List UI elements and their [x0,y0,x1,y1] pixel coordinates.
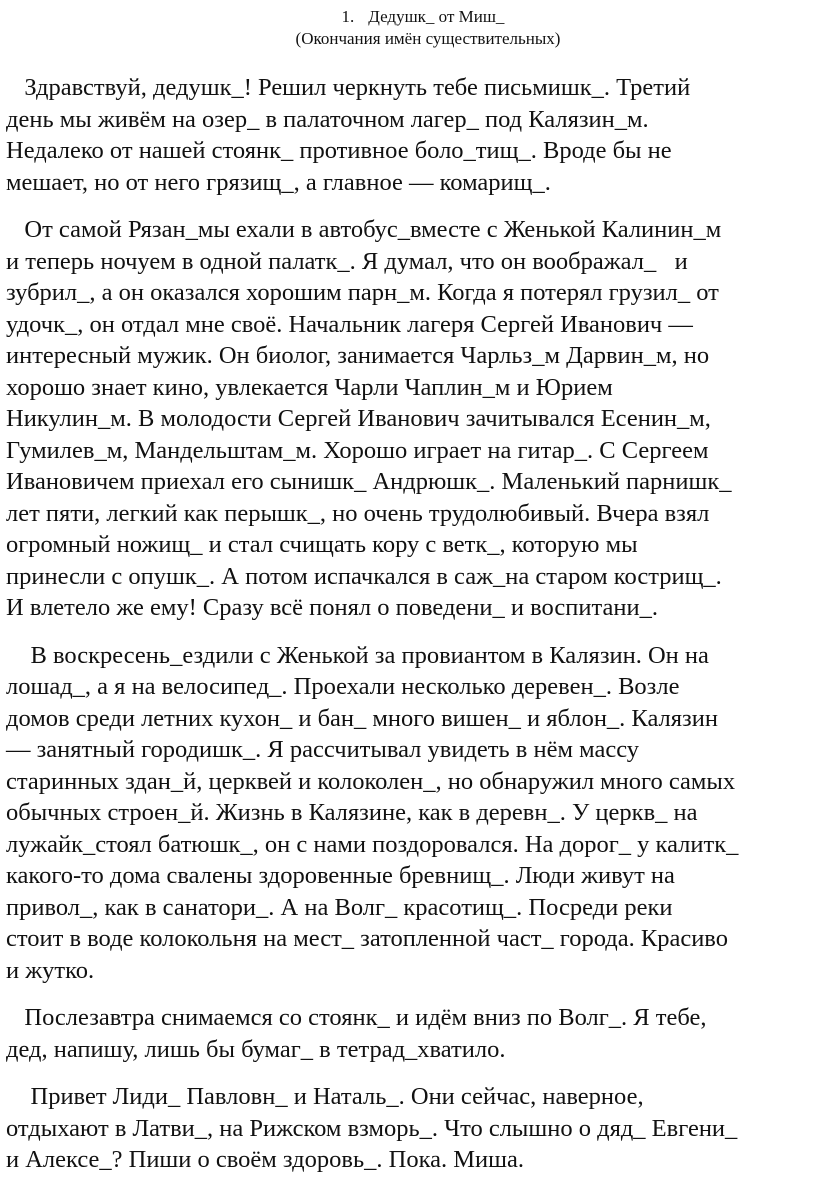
paragraph-line: и теперь ночуем в одной палатк_. Я думал, что он воображал_ и [6,247,688,275]
paragraph-line: Ивановичем приехал его сынишк_ Андрюшк_. Маленький парнишк_ [6,468,732,495]
paragraph-line: отдыхают в Латви_, на Рижском взморь_. Что слышно о дяд_ Евгени_ [6,1114,738,1142]
letter-paragraph [6,640,812,987]
paragraph-line: — занятный городишк_. Я рассчитывал увидеть в нём массу [6,736,640,763]
letter-body [6,72,812,1192]
paragraph-line: лет пяти, легкий как перышк_, но очень трудолюбивый. Вчера взял [6,499,710,527]
letter-paragraph [6,1081,812,1176]
paragraph-line: И влетело же ему! Сразу всё понял о поведени_ и воспитани_. [6,594,658,621]
paragraph-line: Здравствуй, дедушк_! Решил черкнуть тебе письмишк_. Третий [6,74,691,101]
paragraph-line: мешает, но от него грязищ_, а главное — комарищ_. [6,168,551,196]
letter-paragraph [6,72,812,198]
paragraph-line: Никулин_м. В молодости Сергей Иванович зачитывался Есенин_м, [6,405,711,432]
paragraph-line: Недалеко от нашей стоянк_ противное боло_тищ_. Вроде бы не [6,137,672,164]
paragraph-line: дед, напишу, лишь бы бумаг_ в тетрад_хватило. [6,1035,506,1063]
document-subtitle: (Окончания имён существительных) [295,29,561,48]
paragraph-line: зубрил_, а он оказался хорошим парн_м. Когда я потерял грузил_ от [6,279,719,306]
document-title [0,6,816,28]
paragraph-line: привол_, как в санатори_. А на Волг_ красотищ_. Посреди реки [6,893,673,921]
paragraph-line: лошад_, а я на велосипед_. Проехали несколько деревен_. Возле [6,673,680,700]
letter-paragraph [6,214,812,624]
paragraph-line: хорошо знает кино, увлекается Чарли Чаплин_м и Юрием [6,373,613,401]
paragraph-line: день мы живём на озер_ в палаточном лагер_ под Калязин_м. [6,105,649,133]
paragraph-line: и жутко. [6,956,95,984]
paragraph-line: В воскресень_ездили с Женькой за провиантом в Калязин. Он на [6,641,709,669]
paragraph-line: старинных здан_й, церквей и колоколен_, но обнаружил много самых [6,767,736,795]
title-text: Дедушк_ от Миш_ [368,7,505,26]
paragraph-line: Привет Лиди_ Павловн_ и Наталь_. Они сейчас, наверное, [6,1083,644,1110]
paragraph-line: лужайк_стоял батюшк_, он с нами поздоровался. На дорог_ у калитк_ [6,830,739,858]
paragraph-line: Послезавтра снимаемся со стоянк_ и идём вниз по Волг_. Я тебе, [6,1004,707,1031]
paragraph-line: домов среди летних кухон_ и бан_ много вишен_ и яблон_. Калязин [6,704,718,732]
paragraph-line: какого-то дома свалены здоровенные бревнищ_. Люди живут на [6,862,675,889]
title-number: 1. [341,7,355,26]
paragraph-line: интересный мужик. Он биолог, занимается Чарльз_м Дарвин_м, но [6,342,710,369]
paragraph-line: огромный ножищ_ и стал счищать кору с ветк_, которую мы [6,531,638,558]
paragraph-line: обычных строен_й. Жизнь в Калязине, как в деревн_. У церкв_ на [6,799,698,826]
paragraph-line: От самой Рязан_мы ехали в автобус_вместе с Женькой Калинин_м [6,216,722,243]
paragraph-line: стоит в воде колокольня на мест_ затопленной част_ города. Красиво [6,925,728,952]
paragraph-line: Гумилев_м, Мандельштам_м. Хорошо играет на гитар_. С Сергеем [6,436,709,464]
paragraph-line: и Алексе_? Пиши о своём здоровь_. Пока. Миша. [6,1146,524,1173]
paragraph-line: принесли с опушк_. А потом испачкался в саж_на старом кострищ_. [6,562,722,590]
paragraph-line: удочк_, он отдал мне своё. Начальник лагеря Сергей Иванович — [6,310,693,338]
letter-paragraph [6,1002,812,1065]
